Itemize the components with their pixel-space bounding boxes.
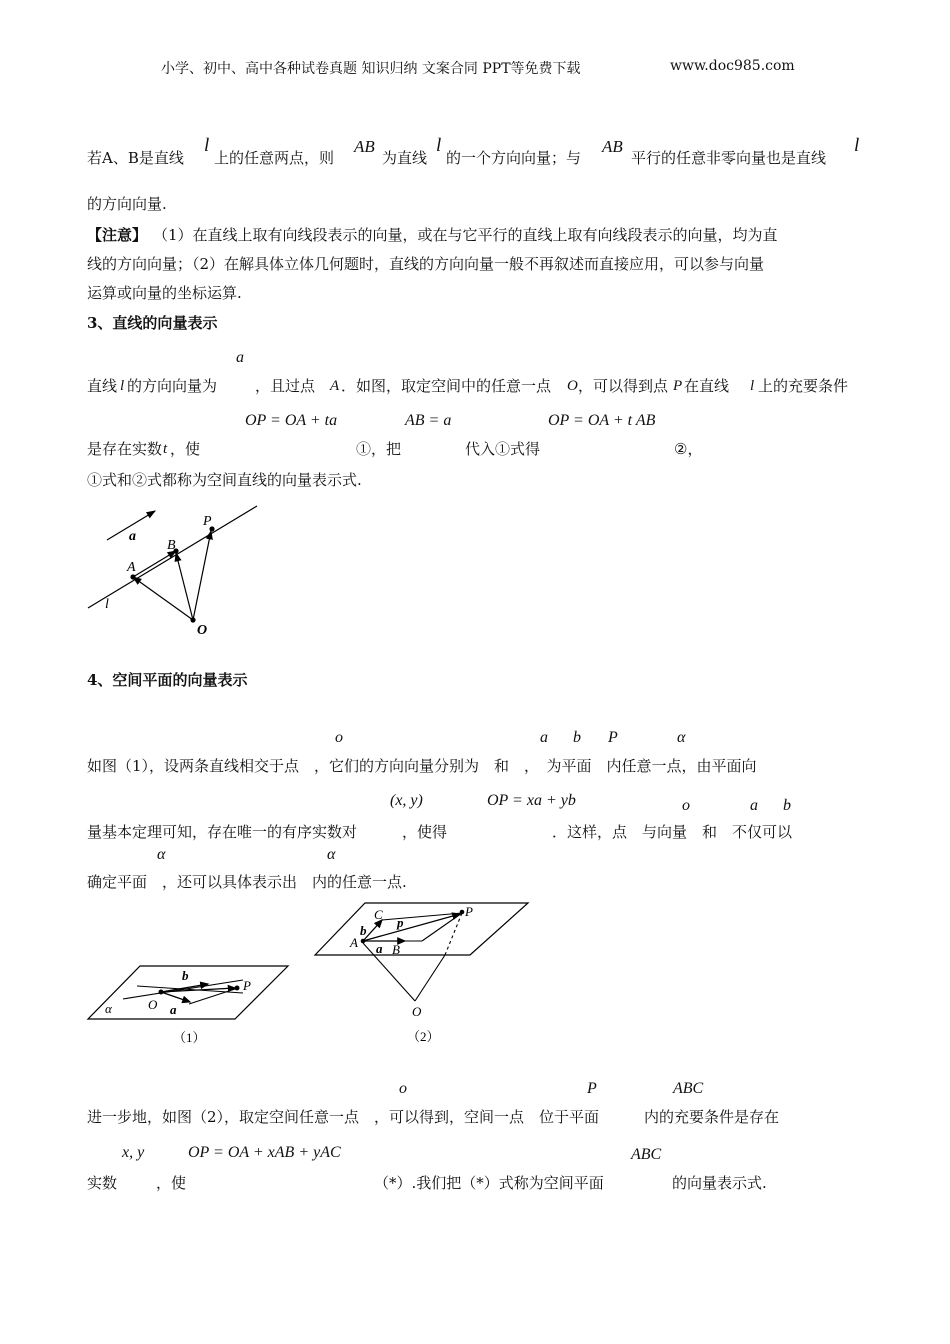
p1-text-b: 上的任意两点，则 (214, 149, 335, 167)
s5-l2-a: 实数 (87, 1174, 118, 1192)
figure-line-vector (85, 500, 265, 640)
vector-OP (193, 531, 211, 620)
s5-sym-o: o (399, 1080, 407, 1097)
s4-sym-P: P (608, 729, 618, 746)
s4-eq-op: OP = xa + yb (487, 792, 576, 809)
note-label: 【注意】 (87, 226, 148, 244)
figure-plane-2 (310, 898, 535, 1048)
label-a: a (129, 529, 136, 544)
s3-sym-a: a (236, 349, 244, 366)
s4-sym-alpha3: α (327, 846, 336, 863)
p1-sym-AB-1: AB (354, 137, 375, 156)
s3-l1-a: 直线 (87, 377, 118, 395)
p1-text-a: 若A、B是直线 (87, 149, 184, 167)
s3-l1-g: 上的充要条件 (758, 377, 849, 395)
s4-sym-b: b (573, 729, 581, 746)
s4-sym-xy: (x, y) (390, 792, 423, 809)
s5-l2-c: （*）.我们把（*）式称为空间平面 (374, 1174, 604, 1192)
p1-sym-AB-2: AB (602, 137, 623, 156)
s4-line-3: 确定平面 ，还可以具体表示出 内的任意一点. (87, 873, 407, 891)
point-A (130, 574, 135, 579)
s3-l1-sym-P: P (673, 378, 683, 394)
label-P-2: P (465, 904, 473, 919)
s3-eq-2: AB = a (405, 412, 452, 429)
vector-OA-2 (363, 943, 415, 1001)
line-l (88, 506, 257, 608)
label-B: B (167, 538, 176, 553)
s5-sym-P: P (587, 1080, 597, 1097)
s5-sym-ABC: ABC (673, 1080, 704, 1097)
s3-l2-c: ①，把 (356, 440, 402, 458)
label-P: P (203, 514, 212, 529)
s5-sym-xy: x, y (122, 1144, 145, 1161)
caption-fig-1: （1） (173, 1030, 206, 1045)
s3-l1-f: 在直线 (684, 377, 730, 395)
label-l: l (105, 597, 109, 612)
s4-sym-o2: o (682, 797, 690, 814)
p1-text-d: 的一个方向向量；与 (446, 149, 582, 167)
s3-eq-3: OP = OA + t AB (548, 412, 656, 429)
s4-sym-o: o (335, 729, 343, 746)
s3-l2-d: 代入①式得 (465, 440, 541, 458)
point-O (190, 617, 195, 622)
label-C-2: C (374, 907, 383, 922)
p1-sym-l-2: l (436, 135, 442, 156)
point-P-2 (460, 910, 465, 915)
label-p-2: p (397, 915, 404, 930)
label-P-1: P (243, 978, 251, 993)
note-line-1: （1）在直线上取有向线段表示的向量，或在与它平行的直线上取有向线段表示的向量，均为直 (153, 226, 778, 244)
s3-l1-sym-A: A (330, 378, 340, 394)
p1-text-c: 为直线 (382, 149, 428, 167)
s4-sym-alpha2: α (157, 846, 166, 863)
s4-line-2: 量基本定理可知，存在唯一的有序实数对 ，使得 ．这样，点 与向量 和 不仅可以 (87, 823, 793, 841)
s3-l1-sym-l2: l (750, 378, 755, 394)
label-O: O (197, 623, 208, 638)
label-A-2: A (350, 935, 358, 950)
p1-sym-l-3: l (854, 135, 860, 156)
section-3-heading: 3、直线的向量表示 (87, 314, 218, 332)
point-A-2 (361, 939, 366, 944)
s4-sym-alpha: α (677, 729, 686, 746)
s3-l1-sym-l: l (120, 378, 125, 394)
vector-a (161, 992, 190, 1002)
s3-l1-c: ，且过点 (255, 377, 316, 395)
s3-eq-1: OP = OA + ta (245, 412, 338, 429)
s3-l1-e: ，可以得到点 (578, 377, 669, 395)
p1-line-2: 的方向向量. (87, 195, 167, 213)
plane-ABC-outline (315, 903, 528, 955)
s3-l2-b: ，使 (170, 440, 201, 458)
p1-text-e: 平行的任意非零向量也是直线 (631, 149, 827, 167)
s5-line-1: 进一步地，如图（2），取定空间任意一点 ，可以得到，空间一点 位于平面 内的充要条件是存在 (87, 1108, 780, 1126)
label-A: A (127, 560, 136, 575)
section-4-heading: 4、空间平面的向量表示 (87, 671, 248, 689)
s4-sym-a2: a (750, 797, 758, 814)
figure-plane-1 (85, 960, 295, 1050)
s3-line-3: ①式和②式都称为空间直线的向量表示式. (87, 471, 362, 489)
s3-l1-b: 的方向向量为 (127, 377, 218, 395)
s3-l2-sym-t: t (163, 441, 168, 457)
note-line-2: 线的方向向量；（2）在解具体立体几何题时，直线的方向向量一般不再叙述而直接应用，可以参与向量 (87, 255, 765, 273)
s4-line-1: 如图（1），设两条直线相交于点 ，它们的方向向量分别为 和 ， 为平面 内任意一点，由平面向 (87, 757, 757, 775)
s4-sym-b2: b (783, 797, 791, 814)
header-site-link[interactable]: www.doc985.com (670, 58, 795, 74)
s3-l1-d: ．如图，取定空间中的任意一点 (341, 377, 552, 395)
label-O-1: O (148, 997, 158, 1012)
vector-AB (133, 551, 176, 577)
s3-l2-a: 是存在实数 (87, 440, 163, 458)
label-O-2: O (412, 1004, 422, 1019)
point-P-1 (235, 986, 240, 991)
s4-sym-a: a (540, 729, 548, 746)
vector-OP-2 (415, 955, 445, 1001)
s5-sym-ABC2: ABC (631, 1146, 662, 1163)
label-alpha-1: α (105, 1001, 112, 1016)
header-title: 小学、初中、高中各种试卷真题 知识归纳 文案合同 PPT等免费下载 (161, 61, 581, 77)
s5-eq: OP = OA + xAB + yAC (188, 1144, 341, 1161)
label-b-1: b (182, 968, 189, 983)
s3-l2-e: ②， (674, 440, 703, 458)
caption-fig-2: （2） (407, 1029, 440, 1044)
s3-l1-sym-O: O (567, 378, 578, 394)
label-B-2: B (392, 942, 400, 957)
label-a-2: a (376, 941, 383, 956)
point-O-1 (159, 990, 164, 995)
p1-sym-l-1: l (204, 135, 210, 156)
s5-l2-d: 的向量表示式. (672, 1174, 767, 1192)
s5-l2-b: ，使 (156, 1174, 187, 1192)
note-line-3: 运算或向量的坐标运算. (87, 284, 242, 302)
label-a-1: a (170, 1002, 177, 1017)
label-b-2: b (360, 923, 367, 938)
